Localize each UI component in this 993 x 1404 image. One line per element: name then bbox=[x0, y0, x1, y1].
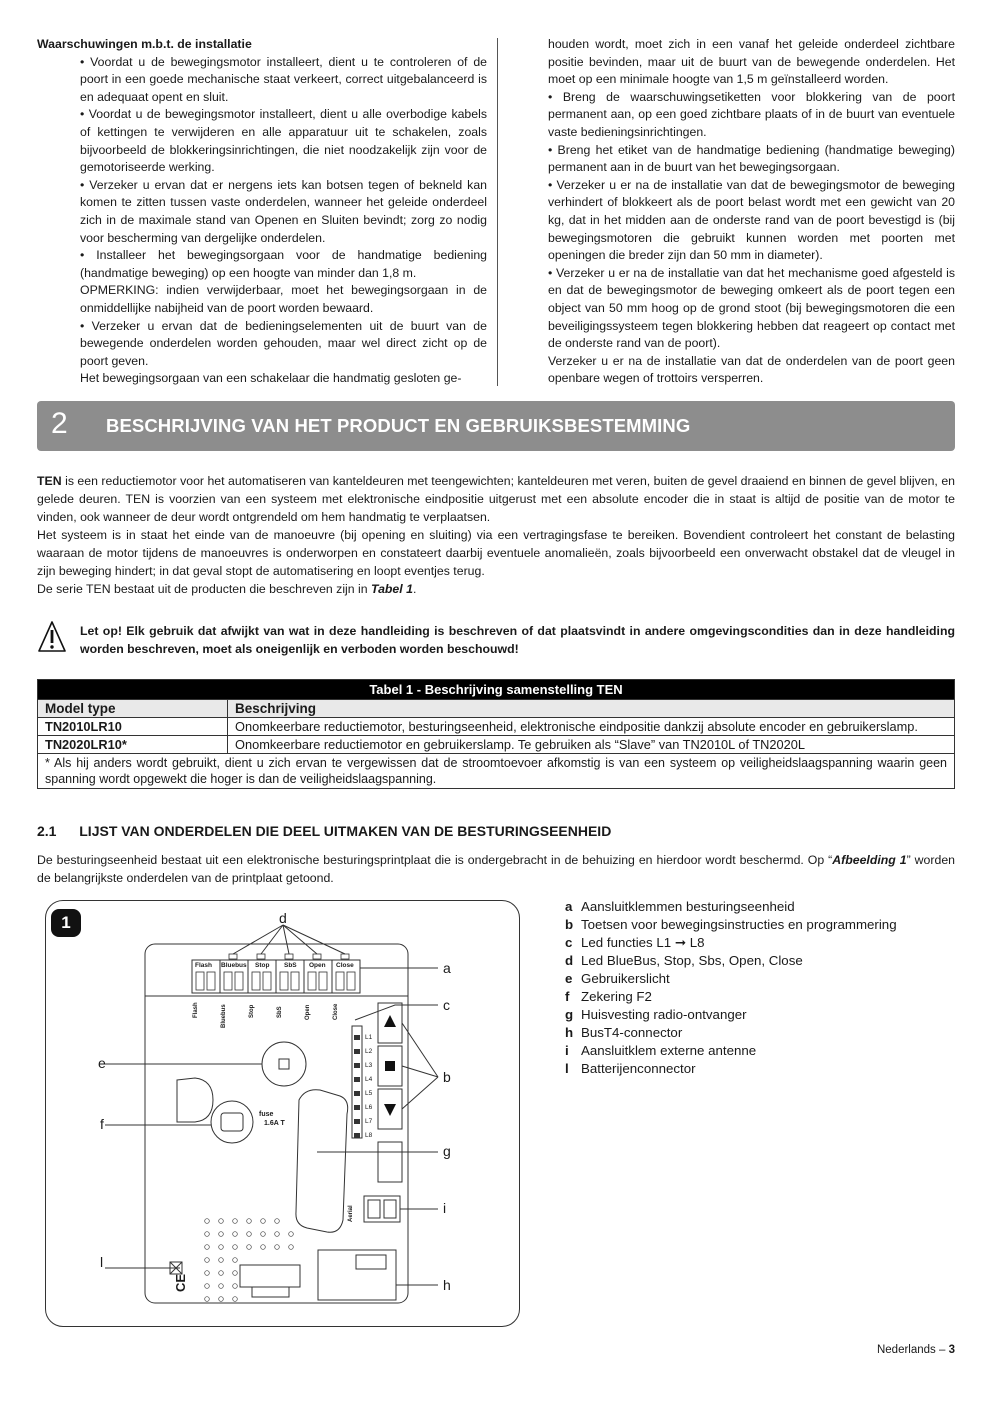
warning-paragraph: • Breng de waarschuwingsetiketten voor blokkering van de poort permanent aan, op een goed zichtbare plaats of in de buurt van eventuele vaste bedieningsinrichtingen. bbox=[548, 89, 955, 139]
callout-f: f bbox=[100, 1116, 104, 1132]
section-title: BESCHRIJVING VAN HET PRODUCT EN GEBRUIKSBESTEMMING bbox=[106, 415, 691, 436]
aerial-label: Aerial bbox=[348, 1205, 354, 1222]
legend-item bbox=[565, 1006, 955, 1024]
series-paragraph bbox=[37, 580, 955, 598]
legend-item bbox=[565, 970, 955, 988]
intro-text: is een reductiemotor voor het automatiseren van kanteldeuren met teengewichten; kanteldeuren met veren, buiten de gevel draaiend en binnen de gevel blijven, en gelede deuren. TEN is voorzien van een systeem met elektronische eindpositie uitgerust met een absolute encoder die in staat is altijd de positie van de motor te vinden, ook wanneer de deur wordt ontgrendeld om hem handmatig te verplaatsen. bbox=[37, 474, 955, 524]
column-divider bbox=[497, 38, 498, 386]
led-label: L1 bbox=[365, 1034, 373, 1041]
terminal-label: Stop bbox=[255, 962, 270, 969]
callout-a: a bbox=[443, 960, 451, 976]
warning-paragraph: • Verzeker u er na de installatie van dat het mechanisme goed afgesteld is en dat de bewegingsmotor de beweging omkeert als de poort tegen een object van 50 mm hoog op de grond stoot (bij bewegingsmotoren die een beveiligingssysteem tegen blokkering hebben dat reageert op contact met de onderste rand van de poort). bbox=[548, 265, 955, 351]
warning-paragraph: • Installeer het bewegingsorgaan voor de handmatige bediening (handmatige beweging) op een hoogte van minder dan 1,8 m. bbox=[80, 248, 487, 280]
figure-reference: Afbeelding 1 bbox=[832, 853, 907, 867]
legend-text: Led functies L1 ➞ L8 bbox=[581, 935, 705, 950]
table-footnote: * Als hij anders wordt gebruikt, dient u zich ervan te vergewissen dat de stroomtoevoer afkomstig is van een systeem op veiligheidslaagspanning waarin geen spanning wordt opgewekt die hoger is dan de veiligheidslaagspanning. bbox=[38, 754, 955, 789]
terminal-label: Flash bbox=[195, 962, 212, 969]
terminal-label-vertical: SbS bbox=[277, 1006, 283, 1018]
subsection-number: 2.1 bbox=[37, 823, 57, 839]
warnings-right-column bbox=[548, 36, 955, 388]
legend-text: Huisvesting radio-ontvanger bbox=[581, 1007, 747, 1022]
terminal-label: Bluebus bbox=[221, 962, 247, 969]
table-1 bbox=[37, 679, 955, 789]
legend-item bbox=[565, 916, 955, 934]
warning-paragraph: houden wordt, moet zich in een vanaf het geleide onderdeel zichtbare positie bevinden, maar uit de buurt van de bewegende onderdelen. Het moet op een minimale hoogte van 1,5 m geïnstalleerd worden. bbox=[548, 37, 955, 87]
legend-item bbox=[565, 988, 955, 1006]
column-header: Beschrijving bbox=[228, 700, 955, 718]
warning-paragraph: OPMERKING: indien verwijderbaar, moet het bewegingsorgaan in de onmiddellijke nabijheid van de poort worden bewaard. bbox=[80, 283, 487, 315]
table-reference: Tabel 1 bbox=[371, 582, 413, 596]
figure-badge: 1 bbox=[51, 909, 81, 937]
terminal-label: SbS bbox=[284, 962, 297, 969]
legend-item bbox=[565, 934, 955, 952]
warning-paragraph: • Voordat u de bewegingsmotor installeert, dient u te controleren of de poort in een goede mechanische staat verkeert, correct uitgebalanceerd is en adequaat opent en sluit. bbox=[80, 54, 487, 104]
table-caption: Tabel 1 - Beschrijving samenstelling TEN bbox=[38, 680, 955, 700]
table-row bbox=[38, 736, 955, 754]
section-2-1-heading bbox=[37, 823, 611, 839]
callout-i: i bbox=[443, 1200, 447, 1216]
legend-key: c bbox=[565, 935, 573, 950]
led-label: L8 bbox=[365, 1132, 373, 1139]
led-label: L2 bbox=[365, 1048, 373, 1055]
legend-text: Batterijenconnector bbox=[581, 1061, 696, 1076]
footer-language: Nederlands – bbox=[876, 1344, 949, 1356]
legend-text: BusT4-connector bbox=[581, 1025, 683, 1040]
legend-item bbox=[565, 898, 955, 916]
legend-item bbox=[565, 1060, 955, 1078]
terminal-label: Close bbox=[336, 962, 354, 969]
description-cell: Onomkeerbare reductiemotor en gebruikerslamp. Te gebruiken als “Slave” van TN2010L of TN2020L bbox=[228, 736, 955, 754]
system-paragraph: Het systeem is in staat het einde van de manoeuvre (bij opening en sluiting) via een vertragingsfase te bereiken. Bovendient controleert het constant de belasting waaraan de motor tijdens de manoeuvres is onderworpen en constateert daarbij eventuele anomalieën, zoals bijvoorbeeld een onverwacht obstakel dat de vleugel in zijn beweging hindert; in dat geval stopt de automatisering en loopt eventjes terug. bbox=[37, 528, 955, 578]
section-2-1-body bbox=[37, 851, 955, 887]
model-cell: TN2020LR10* bbox=[38, 736, 228, 754]
callout-c: c bbox=[443, 997, 450, 1013]
terminal-label-vertical: Flash bbox=[193, 1002, 199, 1018]
warning-paragraph: • Voordat u de bewegingsmotor installeert, dient u alle overbodige kabels of kettingen te verwijderen en alle apparatuur uit te schakelen, zoals bijvoorbeeld de blokkeringsinrichtingen, die niet noodzakelijk zijn voor de gemotoriseerde werking. bbox=[80, 107, 487, 175]
subsection-title: LIJST VAN ONDERDELEN DIE DEEL UITMAKEN VAN DE BESTURINGSEENHEID bbox=[79, 823, 612, 839]
legend-text: Zekering F2 bbox=[581, 989, 652, 1004]
ce-mark: CE bbox=[173, 1273, 188, 1292]
legend-item bbox=[565, 1024, 955, 1042]
callout-d: d bbox=[279, 910, 287, 926]
column-header: Model type bbox=[38, 700, 228, 718]
figure-labels bbox=[45, 900, 520, 1327]
warning-paragraph: • Verzeker u er na de installatie van dat de bewegingsmotor de beweging verhindert of blokkeert als de poort belast wordt met een gewicht van 20 kg, dat in het midden aan de onderste rand van de poort bevestigd is (bij bewegingsmotoren die gebruikt kunnen worden met poorten met openingen die breder zijn dan 50 mm in diameter). bbox=[548, 177, 955, 263]
product-name: TEN bbox=[37, 474, 62, 488]
warning-paragraph: Verzeker u er na de installatie van dat de onderdelen van de poort geen openbare wegen of trottoirs versperren. bbox=[548, 353, 955, 386]
caution-notice: Let op! Elk gebruik dat afwijkt van wat in deze handleiding is beschreven of dat plaatsvindt in andere omgevingscondities dan in deze handleiding worden beschreven, moet als oneigenlijk en verboden worden beschouwd! bbox=[80, 624, 955, 656]
led-label: L3 bbox=[365, 1062, 373, 1069]
callout-e: e bbox=[98, 1055, 106, 1071]
callout-b: b bbox=[443, 1069, 451, 1085]
caution-icon bbox=[37, 620, 67, 656]
warning-paragraph: Het bewegingsorgaan van een schakelaar die handmatig gesloten ge- bbox=[80, 371, 462, 386]
legend-key: b bbox=[565, 917, 574, 932]
callout-g: g bbox=[443, 1143, 451, 1159]
terminal-label-vertical: Bluebus bbox=[221, 1004, 227, 1028]
legend-key: d bbox=[565, 953, 574, 968]
warning-paragraph: • Breng het etiket van de handmatige bediening (handmatige beweging) permanent aan in de buurt van het bewegingsorgaan. bbox=[548, 142, 955, 175]
warning-paragraph: • Verzeker u ervan dat de bedieningselementen uit de buurt van de bewegende onderdelen worden gehouden, maar wel direct zicht op de poort geven. bbox=[80, 318, 487, 368]
warnings-title: Waarschuwingen m.b.t. de installatie bbox=[37, 37, 252, 51]
page-footer bbox=[877, 1344, 955, 1356]
model-cell: TN2010LR10 bbox=[38, 718, 228, 736]
callout-h: h bbox=[443, 1277, 451, 1293]
terminal-label: Open bbox=[309, 962, 326, 969]
section-2-body bbox=[37, 472, 955, 598]
series-text: De serie TEN bestaat uit de producten die beschreven zijn in bbox=[37, 582, 372, 596]
legend-key: f bbox=[565, 989, 570, 1004]
legend-text: Led BlueBus, Stop, Sbs, Open, Close bbox=[581, 953, 803, 968]
legend-text: Gebruikerslicht bbox=[581, 971, 670, 986]
callout-l: l bbox=[100, 1254, 104, 1270]
figure-legend bbox=[565, 898, 955, 1078]
warnings-left-column bbox=[37, 36, 487, 388]
description-cell: Onomkeerbare reductiemotor, besturingseenheid, elektronische eindpositie dankzij absolute encoder en gebruikerslamp. bbox=[228, 718, 955, 736]
fuse-value: 1.6A T bbox=[264, 1120, 285, 1127]
terminal-label-vertical: Stop bbox=[249, 1004, 255, 1018]
series-end: . bbox=[412, 582, 417, 596]
terminal-label-vertical: Open bbox=[305, 1004, 311, 1020]
page-number: 3 bbox=[948, 1344, 955, 1356]
led-label: L5 bbox=[365, 1090, 373, 1097]
led-label: L6 bbox=[365, 1104, 373, 1111]
section-2-banner bbox=[37, 401, 955, 451]
legend-item bbox=[565, 1042, 955, 1060]
subsection-text: De besturingseenheid bestaat uit een elektronische besturingsprintplaat die is ondergebracht in de behuizing en hierdoor wordt beschermd. Op “ bbox=[37, 853, 833, 867]
intro-paragraph bbox=[37, 472, 955, 526]
led-label: L4 bbox=[365, 1076, 373, 1083]
table-row bbox=[38, 718, 955, 736]
legend-key: g bbox=[565, 1007, 574, 1022]
legend-key: h bbox=[565, 1025, 574, 1040]
legend-text: Toetsen voor bewegingsinstructies en programmering bbox=[581, 917, 897, 932]
legend-text: Aansluitklemmen besturingseenheid bbox=[581, 899, 795, 914]
warning-paragraph: • Verzeker u ervan dat er nergens iets kan botsen tegen of bekneld kan komen te zitten tussen vaste onderdelen, wanneer het geleide onderdeel zich in de maximale stand van Openen en Sluiten bevindt; zorg zo nodig voor bescherming van dergelijke onderdelen. bbox=[80, 177, 487, 245]
legend-key: e bbox=[565, 971, 573, 986]
section-number: 2 bbox=[51, 407, 68, 440]
led-label: L7 bbox=[365, 1118, 373, 1125]
fuse-label: fuse bbox=[259, 1111, 274, 1118]
legend-item bbox=[565, 952, 955, 970]
legend-text: Aansluitklem externe antenne bbox=[581, 1043, 757, 1058]
legend-key: l bbox=[565, 1061, 569, 1076]
subsection-text-end: ” worden de belangrijkste onderdelen van de printplaat getoond. bbox=[37, 853, 955, 885]
terminal-label-vertical: Close bbox=[333, 1003, 339, 1020]
legend-key: i bbox=[565, 1043, 569, 1058]
legend-key: a bbox=[565, 899, 573, 914]
